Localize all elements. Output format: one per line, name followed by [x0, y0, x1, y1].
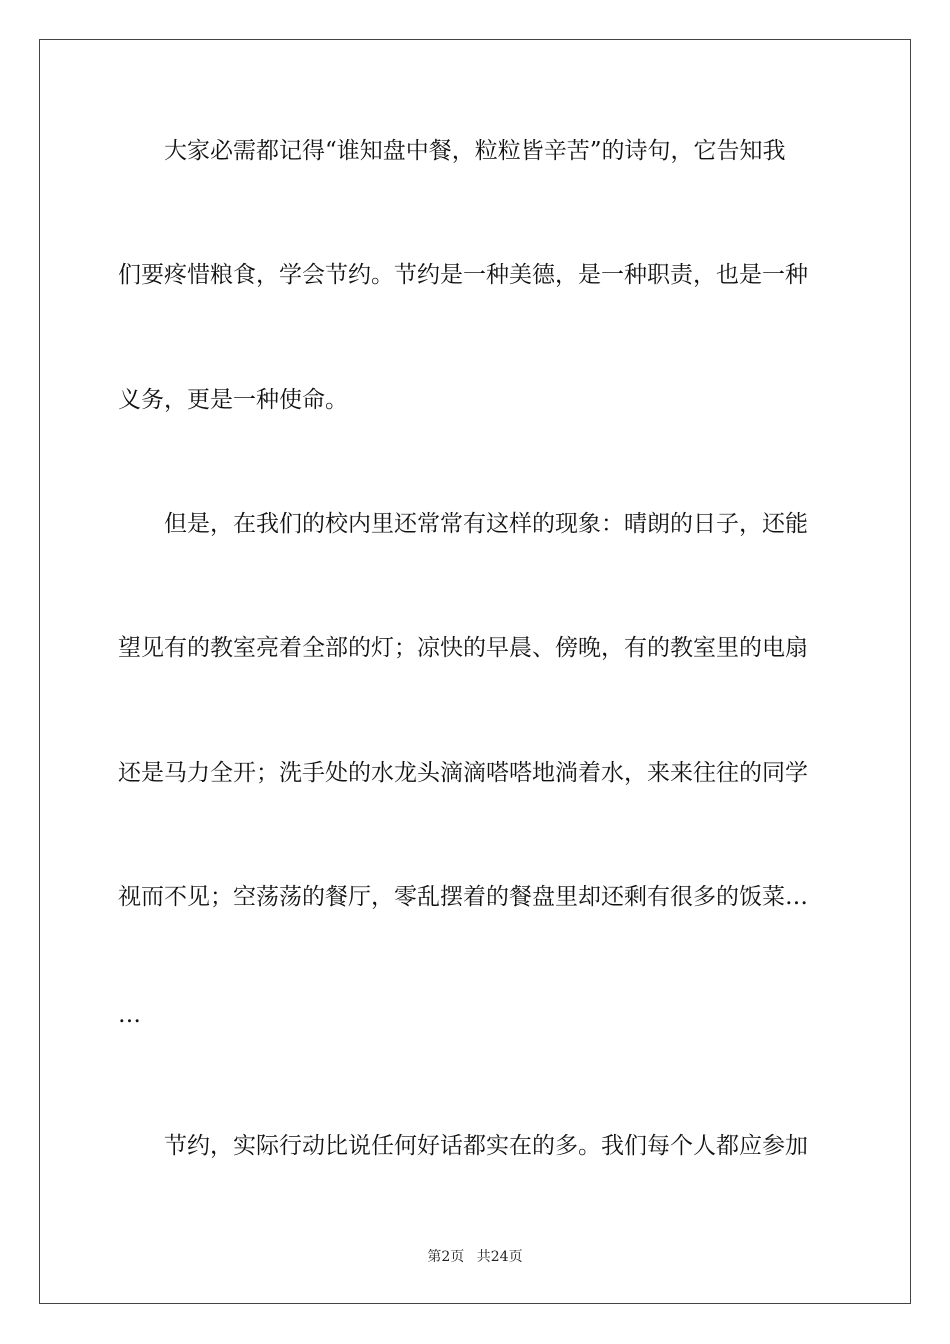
paragraph-3-line-1: 节约，实际行动比说任何好话都实在的多。我们每个人都应参加 [164, 1133, 808, 1159]
paragraph-2-line-2: 望见有的教室亮着全部的灯；凉快的早晨、傍晚，有的教室里的电扇 [118, 635, 808, 661]
page-number: 第2页 [427, 1249, 465, 1265]
page-footer [0, 1246, 950, 1266]
paragraph-2-line-4: 视而不见；空荡荡的餐厅，零乱摆着的餐盘里却还剩有很多的饭菜… [118, 884, 808, 910]
paragraph-2-line-3: 还是马力全开；洗手处的水龙头滴滴嗒嗒地淌着水，来来往往的同学 [118, 760, 808, 786]
paragraph-1-line-2: 们要疼惜粮食，学会节约。节约是一种美德，是一种职责，也是一种 [118, 262, 808, 288]
paragraph-2-line-1: 但是，在我们的校内里还常常有这样的现象：晴朗的日子，还能 [164, 511, 808, 537]
paragraph-1-line-3: 义务，更是一种使命。 [118, 387, 348, 413]
paragraph-1-line-1: 大家必需都记得“谁知盘中餐，粒粒皆辛苦”的诗句，它告知我 [164, 138, 786, 164]
page-total: 共24页 [476, 1249, 523, 1265]
paragraph-2-line-5: … [118, 1002, 141, 1028]
page-border [39, 39, 911, 1304]
